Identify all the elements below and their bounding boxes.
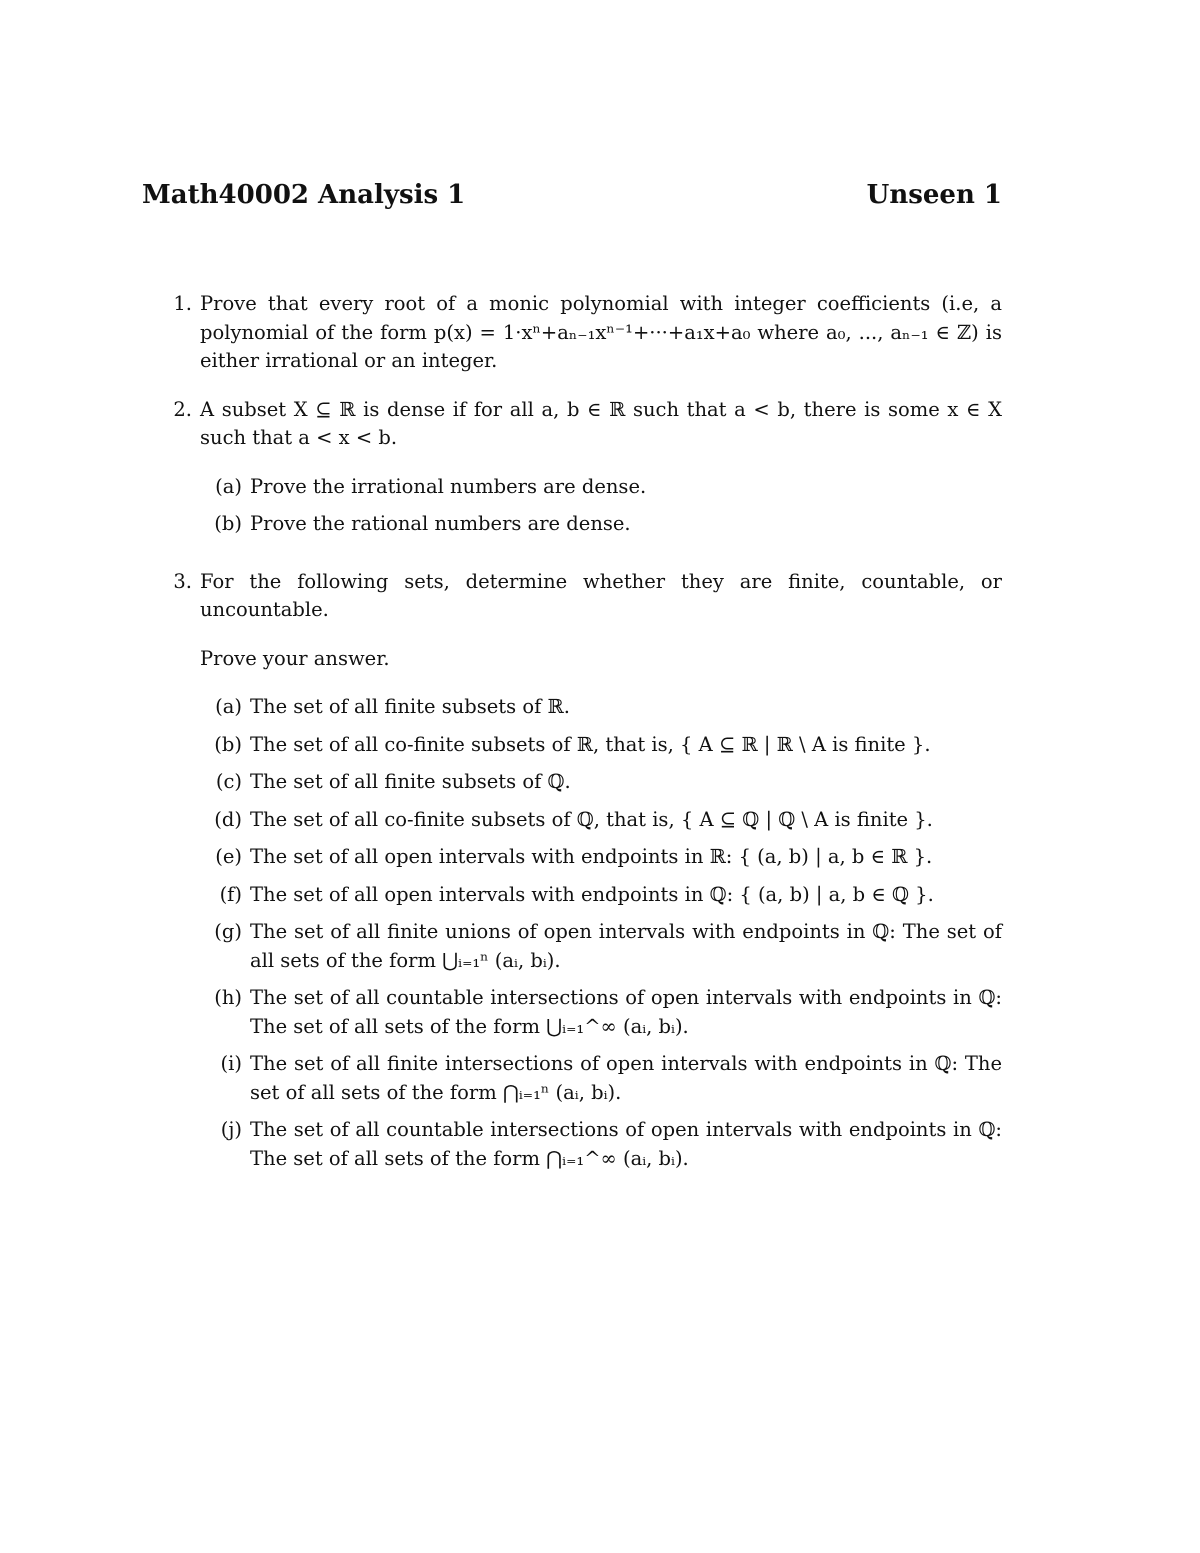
subpart-text: The set of all open intervals with endpoints in ℚ: { (a, b) | a, b ∈ ℚ }.: [250, 882, 934, 906]
subpart: [200, 473, 1002, 502]
problem-list: [142, 290, 1002, 1182]
problem-text: Prove that every root of a monic polynomial with integer coefficients (i.e, a polynomial of the form p(x) = 1·xⁿ+aₙ₋₁xⁿ⁻¹+···+a₁x+a₀ where a₀, ..., aₙ₋₁ ∈ ℤ) is either irrational or an integer.: [200, 292, 1002, 372]
subpart-label: (b): [214, 732, 242, 756]
subpart-label: (g): [214, 920, 242, 943]
page-header: [142, 180, 1002, 210]
problem-instruction: Prove your answer.: [200, 646, 390, 670]
subpart-label: (e): [215, 845, 242, 868]
subpart-label: (f): [219, 882, 242, 906]
subpart-text: Prove the rational numbers are dense.: [250, 512, 631, 535]
subpart-text: The set of all co-finite subsets of ℝ, that is, { A ⊆ ℝ | ℝ \ A is finite }.: [250, 732, 931, 756]
subpart-label: (i): [220, 1052, 242, 1075]
problem-number: 1.: [173, 292, 192, 315]
subpart-text: Prove the irrational numbers are dense.: [250, 474, 647, 498]
subpart-text: The set of all finite subsets of ℚ.: [250, 770, 571, 793]
subpart-label: (a): [215, 695, 242, 718]
subpart-text: The set of all finite subsets of ℝ.: [250, 695, 570, 718]
subpart-text: The set of all co-finite subsets of ℚ, that is, { A ⊆ ℚ | ℚ \ A is finite }.: [250, 807, 933, 831]
course-title: Math40002 Analysis 1: [142, 180, 466, 210]
subpart-label: (a): [215, 474, 242, 498]
subpart-text: The set of all countable intersections of open intervals with endpoints in ℚ: The set of all sets of the form ⋂ᵢ₌₁^∞ (aᵢ, bᵢ).: [250, 1118, 1002, 1170]
subpart: [200, 768, 1002, 797]
subpart-label: (d): [214, 807, 242, 831]
problem-number: 3.: [173, 569, 192, 593]
subpart-label: (c): [215, 770, 242, 793]
subpart: [200, 731, 1002, 760]
subpart-list: [200, 693, 1002, 1173]
subpart: [200, 1050, 1002, 1107]
document-page: [142, 180, 1002, 1202]
subpart: [200, 918, 1002, 975]
subpart-label: (h): [214, 986, 242, 1009]
problem-2: [142, 396, 1002, 548]
problem-1: [142, 290, 1002, 376]
subpart: [200, 510, 1002, 539]
subpart-label: (j): [220, 1118, 242, 1141]
problem-text: A subset X ⊆ ℝ is dense if for all a, b ∈ ℝ such that a < b, there is some x ∈ X such that a < x < b.: [200, 397, 1002, 449]
subpart-list: [200, 473, 1002, 539]
subpart: [200, 881, 1002, 910]
problem-number: 2.: [173, 397, 192, 421]
problem-text: For the following sets, determine whether they are finite, countable, or uncountable.: [200, 569, 1002, 621]
subpart-text: The set of all open intervals with endpoints in ℝ: { (a, b) | a, b ∈ ℝ }.: [250, 845, 933, 868]
sheet-title: Unseen 1: [866, 180, 1002, 210]
subpart-text: The set of all finite unions of open intervals with endpoints in ℚ: The set of all sets of the form ⋃ᵢ₌₁ⁿ (aᵢ, bᵢ).: [250, 920, 1002, 972]
subpart: [200, 806, 1002, 835]
subpart-label: (b): [214, 512, 242, 535]
problem-3: [142, 568, 1002, 1183]
subpart: [200, 843, 1002, 872]
subpart: [200, 1116, 1002, 1173]
subpart: [200, 984, 1002, 1041]
subpart: [200, 693, 1002, 722]
subpart-text: The set of all finite intersections of open intervals with endpoints in ℚ: The set of all sets of the form ⋂ᵢ₌₁ⁿ (aᵢ, bᵢ).: [250, 1052, 1002, 1104]
subpart-text: The set of all countable intersections of open intervals with endpoints in ℚ: The set of all sets of the form ⋃ᵢ₌₁^∞ (aᵢ, bᵢ).: [250, 986, 1002, 1038]
